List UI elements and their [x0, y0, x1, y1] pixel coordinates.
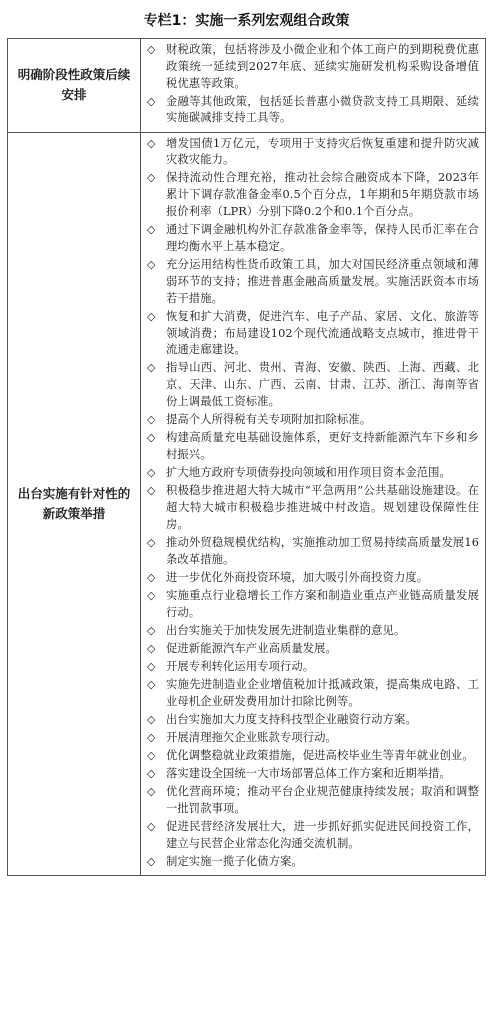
box-title: 专栏1：实施一系列宏观组合政策	[143, 13, 350, 29]
policy-item-text: 充分运用结构性货币政策工具，加大对国民经济重点领域和薄弱环节的支持；推进普惠金融高质量发展。实施活跃资本市场若干措施。	[166, 258, 479, 305]
policy-item	[147, 677, 479, 711]
policy-item-text: 扩大地方政府专项债券投向领域和用作项目资本金范围。	[166, 466, 451, 480]
diamond-bullet-icon: ◇	[147, 855, 156, 869]
policy-item	[147, 659, 479, 676]
policy-item	[147, 588, 479, 622]
policy-item	[147, 854, 479, 871]
policy-item	[147, 641, 479, 658]
policy-item-text: 开展清理拖欠企业账款专项行动。	[166, 731, 337, 745]
policy-item-text: 优化调整稳就业政策措施，促进高校毕业生等青年就业创业。	[166, 749, 474, 763]
diamond-bullet-icon: ◇	[147, 361, 156, 375]
diamond-bullet-icon: ◇	[147, 820, 156, 834]
policy-item-text: 保持流动性合理充裕，推动社会综合融资成本下降，2023年累计下调存款准备金率0.5个百分点，1年期和5年期贷款市场报价利率（LPR）分别下降0.2个和0.1个百分点。	[166, 171, 479, 219]
policy-item	[147, 42, 479, 92]
policy-item-text: 通过下调金融机构外汇存款准备金率等，保持人民币汇率在合理均衡水平上基本稳定。	[166, 223, 479, 253]
policy-item-text: 实施重点行业稳增长工作方案和制造业重点产业链高质量发展行动。	[166, 588, 479, 619]
policy-item	[147, 535, 479, 569]
policy-item-text: 制定实施一揽子化债方案。	[166, 855, 303, 869]
diamond-bullet-icon: ◇	[147, 484, 156, 498]
diamond-bullet-icon: ◇	[147, 136, 156, 150]
diamond-bullet-icon: ◇	[147, 94, 156, 108]
policy-item-text: 促进新能源汽车产业高质量发展。	[166, 641, 337, 655]
diamond-bullet-icon: ◇	[147, 258, 156, 272]
policy-item	[147, 784, 479, 818]
policy-item-text: 增发国债1万亿元，专项用于支持灾后恢复重建和提升防灾减灾救灾能力。	[166, 136, 479, 167]
policy-item-text: 出台实施加大力度支持科技型企业融资行动方案。	[166, 712, 417, 726]
policy-item	[147, 309, 479, 359]
policy-item	[147, 483, 479, 533]
diamond-bullet-icon: ◇	[147, 767, 156, 781]
policy-item-text: 金融等其他政策，包括延长普惠小微贷款支持工具期限、延续实施碳减排支持工具等。	[166, 94, 479, 125]
policy-list	[147, 136, 479, 871]
policy-item-text: 实施先进制造业企业增值税加计抵减政策，提高集成电路、工业母机企业研发费用加计扣除比例等。	[166, 678, 479, 708]
policy-table	[7, 38, 486, 876]
diamond-bullet-icon: ◇	[147, 413, 156, 427]
policy-item	[147, 730, 479, 747]
diamond-bullet-icon: ◇	[147, 785, 156, 799]
diamond-bullet-icon: ◇	[147, 171, 156, 185]
diamond-bullet-icon: ◇	[147, 641, 156, 655]
diamond-bullet-icon: ◇	[147, 43, 156, 56]
diamond-bullet-icon: ◇	[147, 535, 156, 549]
diamond-bullet-icon: ◇	[147, 731, 156, 745]
diamond-bullet-icon: ◇	[147, 309, 156, 323]
policy-item	[147, 766, 479, 783]
policy-item-text: 提高个人所得税有关专项附加扣除标准。	[166, 413, 372, 427]
diamond-bullet-icon: ◇	[147, 466, 156, 480]
policy-item	[147, 94, 479, 128]
policy-item	[147, 819, 479, 853]
section-label: 明确阶段性政策后续安排	[8, 39, 141, 133]
policy-list	[147, 42, 479, 127]
policy-item	[147, 170, 479, 220]
policy-item	[147, 465, 479, 482]
policy-item-text: 优化营商环境；推动平台企业规范健康持续发展；取消和调整一批罚款事项。	[166, 785, 479, 816]
policy-item	[147, 623, 479, 640]
diamond-bullet-icon: ◇	[147, 749, 156, 763]
policy-section-row	[8, 132, 486, 876]
policy-item	[147, 222, 479, 256]
section-label: 出台实施有针对性的新政策举措	[8, 132, 141, 876]
policy-item-text: 促进民营经济发展壮大，进一步抓好抓实促进民间投资工作，建立与民营企业常态化沟通交流机制。	[166, 820, 479, 850]
policy-item	[147, 257, 479, 307]
diamond-bullet-icon: ◇	[147, 678, 156, 692]
policy-item-text: 落实建设全国统一大市场部署总体工作方案和近期举措。	[166, 767, 451, 781]
policy-item	[147, 360, 479, 410]
policy-item-text: 进一步优化外商投资环境，加大吸引外商投资力度。	[166, 570, 429, 584]
policy-item-text: 指导山西、河北、贵州、青海、安徽、陕西、上海、西藏、北京、天津、山东、广西、云南、甘肃、江苏、浙江、海南等省份上调最低工资标准。	[166, 361, 479, 409]
diamond-bullet-icon: ◇	[147, 223, 156, 237]
diamond-bullet-icon: ◇	[147, 570, 156, 584]
diamond-bullet-icon: ◇	[147, 588, 156, 602]
policy-item	[147, 748, 479, 765]
policy-item	[147, 430, 479, 464]
policy-item-text: 推动外贸稳规模优结构，实施推动加工贸易持续高质量发展16条改革措施。	[166, 535, 479, 566]
diamond-bullet-icon: ◇	[147, 431, 156, 445]
diamond-bullet-icon: ◇	[147, 659, 156, 673]
policy-item-text: 开展专利转化运用专项行动。	[166, 659, 315, 673]
policy-item	[147, 412, 479, 429]
policy-section-row	[8, 39, 486, 133]
section-items	[141, 132, 486, 876]
section-items	[141, 39, 486, 133]
policy-item-text: 积极稳步推进超大特大城市“平急两用”公共基础设施建设。在超大特大城市积极稳步推进城中村改造。规划建设保障性住房。	[166, 484, 479, 531]
policy-item-text: 构建高质量充电基础设施体系，更好支持新能源汽车下乡和乡村振兴。	[166, 431, 479, 461]
policy-item-text: 财税政策，包括将涉及小微企业和个体工商户的到期税费优惠政策统一延续到2027年底、延续实施研发机构采购设备增值税优惠等政策。	[166, 43, 479, 90]
diamond-bullet-icon: ◇	[147, 623, 156, 637]
policy-item	[147, 570, 479, 587]
policy-item-text: 恢复和扩大消费，促进汽车、电子产品、家居、文化、旅游等领域消费；布局建设102个现代流通战略支点城市，推进骨干流通走廊建设。	[166, 309, 479, 357]
policy-item-text: 出台实施关于加快发展先进制造业集群的意见。	[166, 623, 406, 637]
policy-item	[147, 712, 479, 729]
diamond-bullet-icon: ◇	[147, 712, 156, 726]
policy-item	[147, 136, 479, 170]
